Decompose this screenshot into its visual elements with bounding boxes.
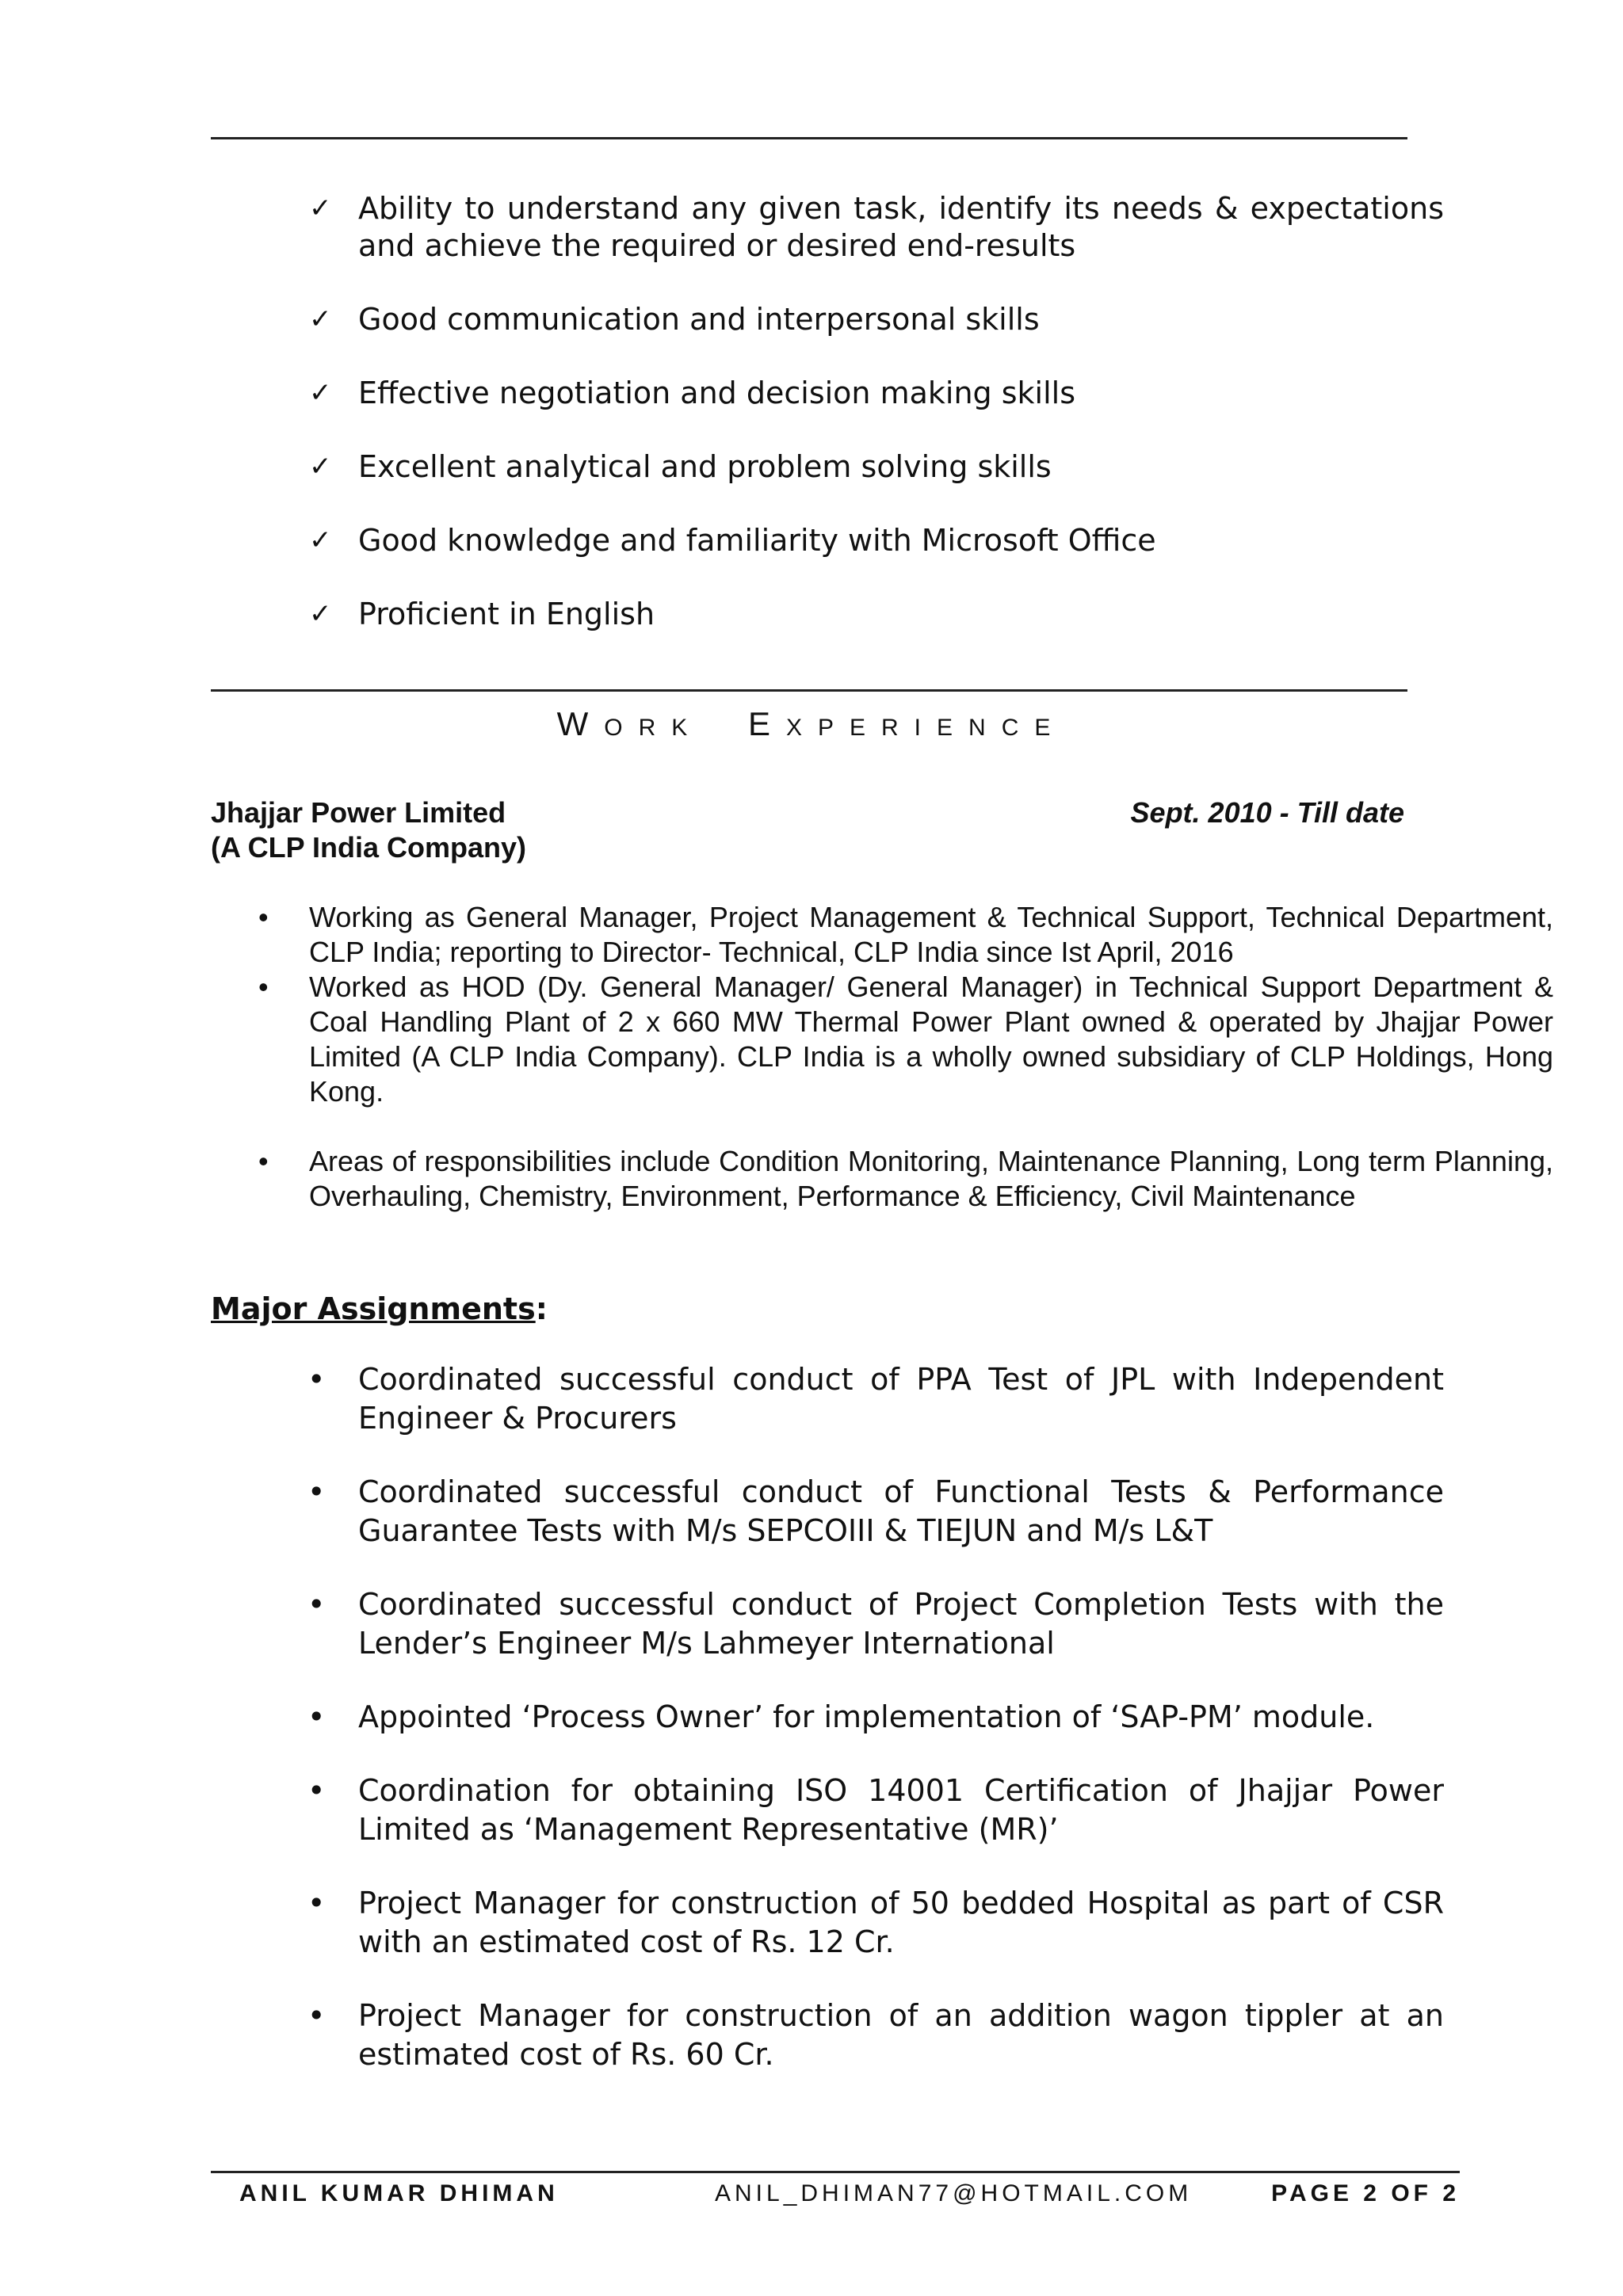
skill-item: ✓ Excellent analytical and problem solving skills	[309, 449, 1052, 484]
footer-author-name: ANIL KUMAR DHIMAN	[239, 2180, 559, 2206]
bullet-icon: •	[307, 1362, 326, 1397]
bullet-icon: •	[258, 971, 269, 1003]
checkmark-icon: ✓	[309, 524, 332, 556]
bullet-icon: •	[307, 1587, 326, 1622]
checkmark-icon: ✓	[309, 598, 332, 630]
assignment-item: • Coordinated successful conduct of Project Completion Tests with the Lender’s Engineer M/s Lahmeyer International	[307, 1587, 1444, 1661]
skill-item: ✓ Good communication and interpersonal skills	[309, 302, 1040, 337]
employment-dates: Sept. 2010 - Till date	[1130, 796, 1404, 829]
responsibility-item: • Areas of responsibilities include Condition Monitoring, Maintenance Planning, Long term Planning, Overhauling, Chemistry, Environment, Performance & Efficiency, Civil Maintenance	[258, 1145, 1553, 1212]
bullet-icon: •	[307, 1699, 326, 1734]
work-experience-divider	[211, 689, 1407, 692]
bullet-icon: •	[307, 1998, 326, 2033]
checkmark-icon: ✓	[309, 193, 332, 224]
checkmark-icon: ✓	[309, 451, 332, 482]
responsibility-item: • Worked as HOD (Dy. General Manager/ General Manager) in Technical Support Department & Coal Handling Plant of 2 x 660 MW Thermal Power Plant owned & operated by Jhajjar Power Limited (A CLP India Company). CLP India is a wholly owned subsidiary of CLP Holdings, Hong Kong.	[258, 971, 1553, 1108]
assignments-list	[306, 1360, 1444, 2109]
assignment-item: • Coordination for obtaining ISO 14001 Certification of Jhajjar Power Limited as ‘Management Representative (MR)’	[307, 1773, 1444, 1847]
checkmark-icon: ✓	[309, 303, 332, 335]
skill-item: ✓ Proficient in English	[309, 597, 655, 631]
page-footer	[211, 2180, 1460, 2218]
footer-email: ANIL_DHIMAN77@HOTMAIL.COM	[715, 2180, 1193, 2206]
assignment-item: • Project Manager for construction of an addition wagon tippler at an estimated cost of Rs. 60 Cr.	[307, 1998, 1444, 2072]
bullet-icon: •	[307, 1474, 326, 1509]
skill-item: ✓ Good knowledge and familiarity with Microsoft Office	[309, 523, 1156, 558]
major-assignments-heading: Major Assignments:	[211, 1291, 548, 1326]
skill-item: ✓ Ability to understand any given task, identify its needs & expectations and achieve the required or desired end-results	[309, 191, 1444, 263]
responsibilities-list	[258, 900, 1553, 1214]
footer-divider	[211, 2171, 1460, 2173]
footer-page-number: PAGE 2 OF 2	[1271, 2180, 1460, 2206]
assignment-item: • Coordinated successful conduct of Functional Tests & Performance Guarantee Tests with M/s SEPCOIII & TIEJUN and M/s L&T	[307, 1474, 1444, 1548]
section-heading-work-experience: WORK EXPERIENCE	[556, 705, 1067, 742]
assignment-item: • Coordinated successful conduct of PPA Test of JPL with Independent Engineer & Procurers	[307, 1362, 1444, 1436]
assignment-item: • Appointed ‘Process Owner’ for implementation of ‘SAP-PM’ module.	[306, 1698, 1444, 1737]
bullet-icon: •	[258, 1145, 269, 1177]
bullet-icon: •	[258, 901, 269, 933]
responsibility-item: • Working as General Manager, Project Management & Technical Support, Technical Department, CLP India; reporting to Director- Technical, CLP India since Ist April, 2016	[258, 901, 1553, 968]
assignment-item: • Project Manager for construction of 50 bedded Hospital as part of CSR with an estimated cost of Rs. 12 Cr.	[307, 1886, 1444, 1959]
skill-item: ✓ Effective negotiation and decision making skills	[309, 376, 1076, 410]
bullet-icon: •	[307, 1886, 326, 1920]
top-divider	[211, 137, 1407, 139]
bullet-icon: •	[307, 1773, 326, 1808]
employer-name: Jhajjar Power Limited (A CLP India Company)	[211, 796, 527, 864]
skills-list	[306, 190, 1444, 669]
checkmark-icon: ✓	[309, 377, 332, 409]
